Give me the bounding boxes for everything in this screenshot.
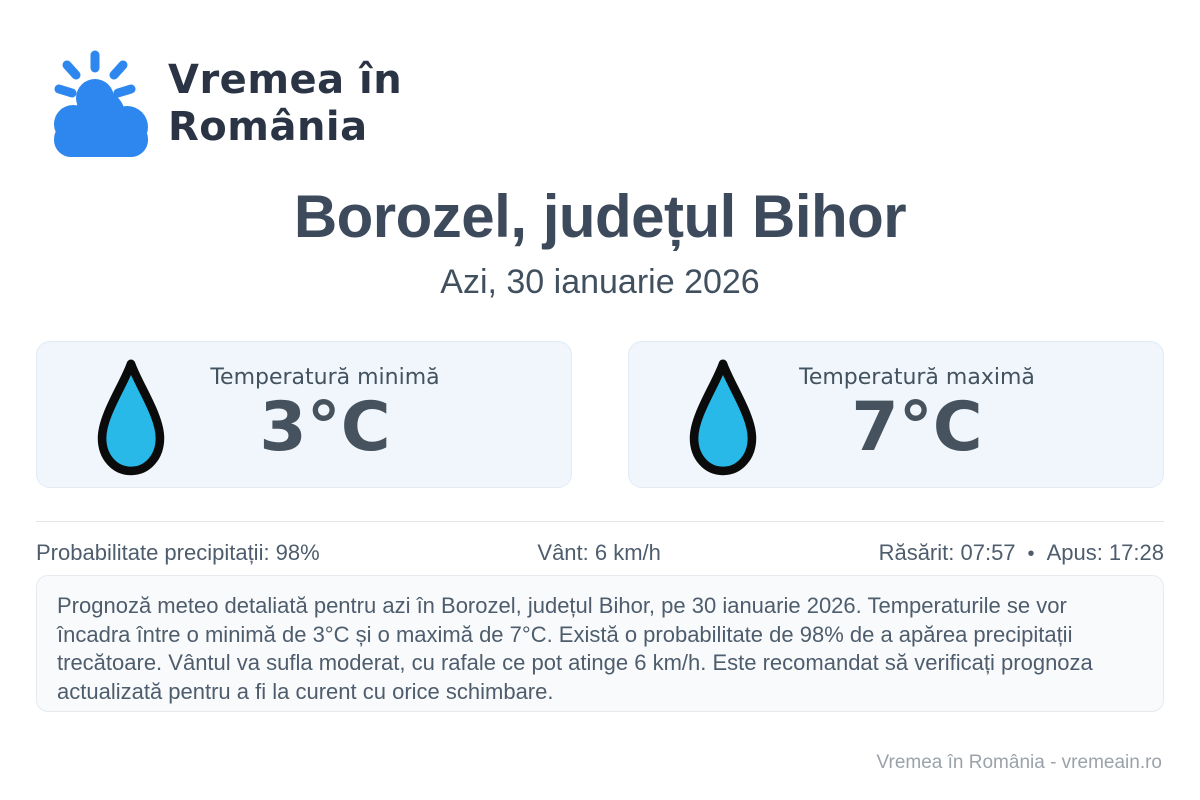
sun-times-stat [879, 540, 1164, 566]
site-name-line1: Vremea în [168, 57, 403, 103]
forecast-panel [36, 575, 1164, 712]
min-temp-value: 3°C [259, 388, 391, 467]
date-subtitle: Azi, 30 ianuarie 2026 [440, 263, 760, 301]
page-title: Borozel, județul Bihor [293, 183, 907, 250]
sunrise-stat: Răsărit: 07:57 [878, 540, 1016, 565]
forecast-text: Prognoză meteo detaliată pentru azi în Borozel, județul Bihor, pe 30 ianuarie 2026. Temperaturile se vor încadra între o minimă de 3°C și o maximă de 7°C. Există o probabilitate de 98% de a apărea precipitații trecătoare. Vântul va sufla moderat, cu rafale ce pot atinge 6 km/h. Este recomandat să verificați prognoza actualizată pentru a fi la curent cu orice schimbare. [57, 593, 1093, 704]
bullet-separator: • [1027, 543, 1035, 565]
min-temp-card [36, 341, 572, 488]
max-temp-value: 7°C [851, 388, 983, 467]
stats-row [36, 521, 1164, 566]
wind-stat: Vânt: 6 km/h [537, 540, 661, 565]
precipitation-stat: Probabilitate precipitații: 98% [36, 540, 320, 565]
min-temp-label: Temperatură minimă [210, 365, 440, 390]
water-drop-icon [683, 356, 763, 483]
site-name-line2: România [168, 104, 368, 150]
temperature-cards-row [36, 341, 1164, 488]
footer-credit[interactable]: Vremea în România - vremeain.ro [876, 752, 1162, 773]
max-temp-label: Temperatură maximă [799, 365, 1035, 390]
max-temp-card [628, 341, 1164, 488]
site-logo[interactable] [38, 48, 402, 160]
water-drop-icon [91, 356, 171, 483]
sunset-stat: Apus: 17:28 [1046, 540, 1164, 565]
cloud-with-sun-rays-icon [38, 48, 160, 160]
site-name [168, 57, 402, 151]
